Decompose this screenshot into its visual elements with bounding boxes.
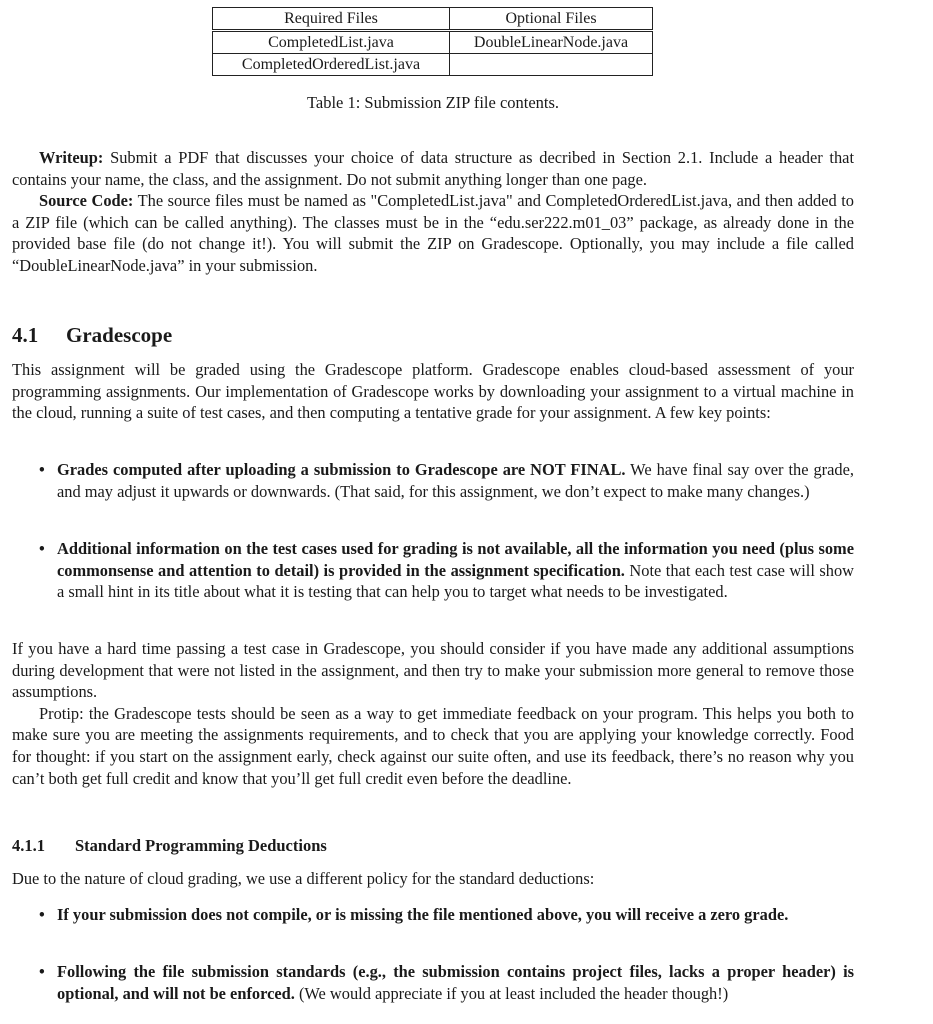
gradescope-intro: [12, 359, 854, 424]
hard-time-paragraph: If you have a hard time passing a test case in Gradescope, you should consider if you have made any additional assumptions during development that were not listed in the assignment, and then try to make your submission more general to remove those assumptions.: [12, 639, 854, 702]
table-header-row: [213, 8, 653, 31]
bullet-text: Note that each test case will show a small hint in its title about what it is testing that can help you to target what needs to be investigated.: [57, 560, 854, 602]
bullet-bold-text: Following the file submission standards (e.g., the submission contains project files, lacks a proper header) is optional, and will not be enforced.: [57, 962, 854, 1003]
protip-paragraph: Protip: the Gradescope tests should be seen as a way to get immediate feedback on your program. This helps you both to make sure you are meeting the assignments requirements, and to check that you are applying your knowledge correctly. Food for thought: if you start on the assignment early, check against our suite often, and use its feedback, there’s no reason why you can’t both get full credit and know that you’ll get full credit even before the deadline.: [12, 703, 854, 788]
source-code-text: The source files must be named as "CompletedList.java" and CompletedOrderedList.java, and then added to a ZIP file (which can be called anything). The classes must be in the “edu.ser222.m01_03” package, as already done in the provided base file (do not change it!). You will submit the ZIP on Gradescope. Optionally, you may include a file called “DoubleLinearNode.java” in your submission.: [12, 191, 854, 275]
table-row: [213, 54, 653, 76]
list-item: [39, 459, 854, 502]
section-number: 4.1: [12, 323, 39, 347]
bullet-bold-text: Grades computed after uploading a submission to Gradescope are NOT FINAL.: [57, 460, 626, 479]
table-header-cell: Required Files: [213, 8, 450, 31]
bullet-text: (We would appreciate if you at least included the header though!): [294, 983, 729, 1003]
section-title: Gradescope: [66, 323, 173, 347]
gradescope-closing: [12, 638, 854, 789]
bullet-icon: •: [39, 905, 45, 924]
bullet-text: We have final say over the grade, and may adjust it upwards or downwards. (That said, for this assignment, we don’t expect to make many changes.): [57, 460, 854, 501]
subsection-heading-deductions: [12, 836, 327, 856]
table-cell: CompletedOrderedList.java: [213, 54, 450, 76]
table-cell: CompletedList.java: [213, 31, 450, 54]
bullet-bold-text: If your submission does not compile, or is missing the file mentioned above, you will receive a zero grade.: [57, 905, 789, 924]
submission-instructions: [12, 147, 854, 277]
list-item: [39, 904, 854, 926]
writeup-text: Submit a PDF that discusses your choice of data structure as decribed in Section 2.1. Include a header that contains your name, the class, and the assignment. Do not submit anything longer than one page.: [12, 148, 854, 189]
bullet-icon: •: [39, 962, 45, 981]
table-cell: DoubleLinearNode.java: [450, 31, 653, 54]
submission-files-table: [212, 7, 653, 76]
table-cell: [450, 54, 653, 76]
bullet-bold-text: Additional information on the test cases used for grading is not available, all the information you need (plus some commonsense and attention to detail) is provided in the assignment specification.: [57, 539, 854, 580]
gradescope-intro-text: This assignment will be graded using the Gradescope platform. Gradescope enables cloud-based assessment of your programming assignments. Our implementation of Gradescope works by downloading your assignment to a virtual machine in the cloud, running a suite of test cases, and then computing a tentative grade for your assignment. A few key points:: [12, 360, 854, 423]
bullet-icon: •: [39, 539, 45, 558]
source-code-paragraph: [12, 190, 854, 276]
deductions-intro: [12, 868, 854, 890]
table-row: [213, 31, 653, 54]
subsection-number: 4.1.1: [12, 836, 45, 855]
bullet-icon: •: [39, 460, 45, 479]
list-item: [39, 961, 854, 1004]
list-item: [39, 538, 854, 603]
table-caption: Table 1: Submission ZIP file contents.: [306, 93, 560, 112]
deductions-intro-text: Due to the nature of cloud grading, we use a different policy for the standard deductions:: [12, 869, 595, 888]
section-heading-gradescope: [12, 323, 172, 348]
subsection-title: Standard Programming Deductions: [75, 836, 327, 855]
table-header-cell: Optional Files: [450, 8, 653, 31]
writeup-paragraph: [12, 147, 854, 190]
source-code-label: Source Code:: [39, 191, 134, 211]
writeup-label: Writeup:: [39, 148, 104, 167]
